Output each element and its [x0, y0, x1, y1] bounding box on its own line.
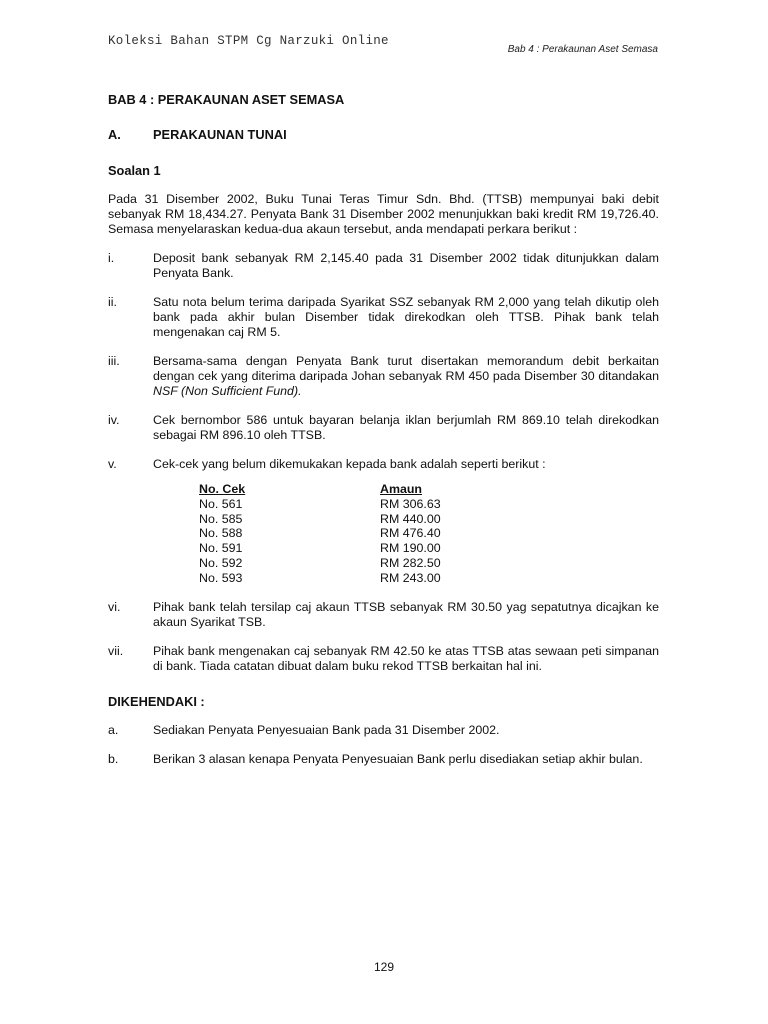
cheque-amount-cell: RM 476.40 [380, 526, 441, 541]
table-row [199, 571, 441, 586]
item-text-main: Bersama-sama dengan Penyata Bank turut disertakan memorandum debit berkaitan dengan cek yang diterima daripada Johan sebanyak RM 450 pada Disember 30 ditandakan [153, 354, 659, 383]
item-text: Cek-cek yang belum dikemukakan kepada bank adalah seperti berikut : [153, 457, 546, 471]
header-collection-title: Koleksi Bahan STPM Cg Narzuki Online [108, 34, 389, 48]
item-number: i. [108, 251, 115, 265]
item-text: Deposit bank sebanyak RM 2,145.40 pada 31 Disember 2002 tidak ditunjukkan dalam Penyata Bank. [153, 251, 659, 280]
cheque-number-cell: No. 591 [199, 541, 243, 556]
cheque-number-cell: No. 585 [199, 511, 243, 526]
chapter-title: BAB 4 : PERAKAUNAN ASET SEMASA [108, 92, 345, 107]
column-header-cheque-no: No. Cek [199, 482, 246, 496]
item-list [108, 251, 659, 674]
table-row [199, 526, 441, 541]
cheque-number-cell: No. 593 [199, 570, 243, 585]
list-item [108, 600, 659, 630]
item-number: iv. [108, 413, 120, 427]
cheque-amount-cell: RM 243.00 [380, 570, 441, 585]
cheque-amount-cell: RM 282.50 [380, 555, 441, 570]
section-heading [108, 127, 659, 142]
item-number: v. [108, 457, 117, 471]
item-text: Cek bernombor 586 untuk bayaran belanja iklan berjumlah RM 869.10 telah direkodkan sebagai RM 896.10 oleh TTSB. [153, 413, 659, 442]
header-chapter-title: Bab 4 : Perakaunan Aset Semasa [507, 44, 658, 55]
question-title: Soalan 1 [108, 163, 161, 178]
item-number: vii. [108, 643, 124, 658]
item-number: a. [108, 722, 119, 737]
cheque-table-body [199, 497, 441, 586]
item-number: b. [108, 751, 119, 766]
list-item [108, 413, 659, 443]
column-header-amount: Amaun [380, 482, 422, 496]
list-item [108, 354, 659, 399]
cheque-number-cell: No. 561 [199, 496, 243, 511]
list-item [108, 644, 659, 674]
cheque-number-cell: No. 588 [199, 526, 243, 541]
cheque-amount-cell: RM 440.00 [380, 511, 441, 526]
item-number: ii. [108, 295, 117, 309]
item-text: Satu nota belum terima daripada Syarikat SSZ sebanyak RM 2,000 yang telah dikutip oleh bank pada akhir bulan Disember tidak direkodkan oleh TTSB. Pihak bank telah mengenakan caj RM 5. [153, 295, 659, 339]
table-row [199, 556, 441, 571]
intro-paragraph: Pada 31 Disember 2002, Buku Tunai Teras Timur Sdn. Bhd. (TTSB) mempunyai baki debit sebanyak RM 18,434.27. Penyata Bank 31 Disember 2002 menunjukkan baki kredit RM 19,726.40. Semasa menyelaraskan kedua-dua akaun tersebut, anda mendapati perkara berikut : [108, 192, 659, 236]
item-text: Pihak bank mengenakan caj sebanyak RM 42.50 ke atas TTSB atas sewaan peti simpanan di bank. Tiada catatan dibuat dalam buku rekod TTSB berkaitan hal ini. [153, 643, 659, 673]
required-item [108, 752, 659, 767]
section-title: PERAKAUNAN TUNAI [153, 127, 287, 142]
item-text [153, 354, 659, 399]
section-number: A. [108, 127, 121, 142]
cheque-amount-cell: RM 190.00 [380, 541, 441, 556]
cheque-table [199, 482, 441, 586]
table-row [199, 512, 441, 527]
item-number: iii. [108, 354, 120, 368]
item-text: Berikan 3 alasan kenapa Penyata Penyesuaian Bank perlu disediakan setiap akhir bulan. [153, 751, 643, 766]
table-row [199, 497, 441, 512]
cheque-amount-cell: RM 306.63 [380, 496, 441, 511]
page-number: 129 [373, 960, 395, 974]
item-text-italic: NSF (Non Sufficient Fund). [153, 384, 302, 398]
document-body [108, 92, 659, 781]
list-item [108, 251, 659, 281]
item-text: Pihak bank telah tersilap caj akaun TTSB sebanyak RM 30.50 yag sepatutnya dicajkan ke akaun Syarikat TSB. [153, 599, 659, 629]
list-item [108, 295, 659, 340]
item-text: Sediakan Penyata Penyesuaian Bank pada 31 Disember 2002. [153, 722, 500, 737]
item-number: vi. [108, 599, 121, 614]
cheque-number-cell: No. 592 [199, 555, 243, 570]
required-heading: DIKEHENDAKI : [108, 693, 205, 709]
list-item [108, 457, 659, 472]
required-item [108, 723, 659, 738]
table-row [199, 541, 441, 556]
table-header-row [199, 482, 441, 497]
